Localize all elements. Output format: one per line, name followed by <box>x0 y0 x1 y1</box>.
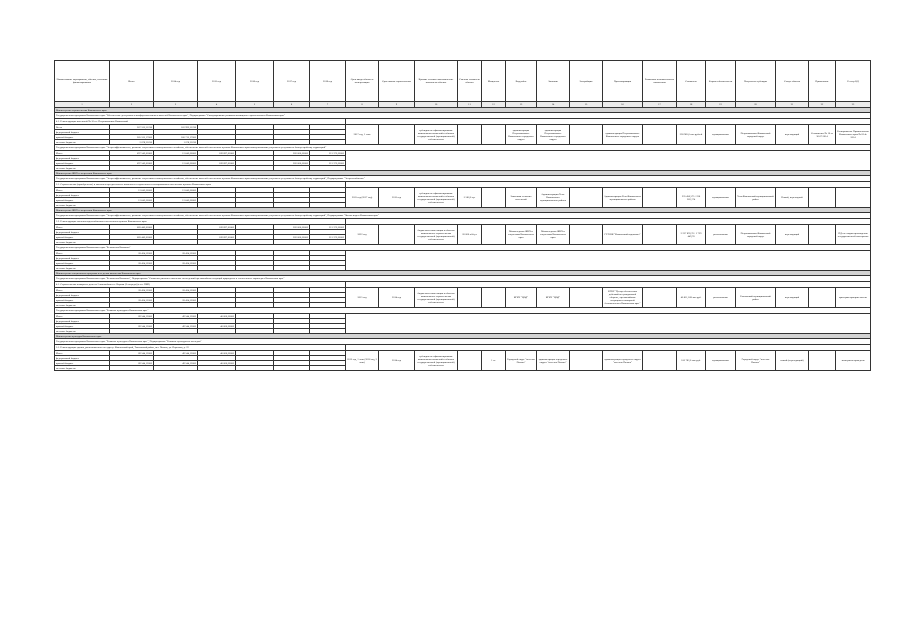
item-title: 5.1. Реконструкция здания, расположенного по адресу: Камчатский край, Тигильский район, пгт. Палана, ул. Поротова, д. 22 <box>55 345 346 351</box>
budget-amount-total: 265 535,17000 <box>110 135 154 140</box>
item-title: 3.2. Реконструкция системы водоснабжения в населенных пунктах Камчатского края <box>55 219 346 225</box>
column-number: 17 <box>643 102 677 108</box>
detail-work: администрация Петропавловск-Камчатского городского округа <box>506 125 537 145</box>
investment-program-table <box>54 60 871 371</box>
budget-amount-total: 89 544,13000 <box>110 361 154 366</box>
budget-source-label: Итого <box>55 188 110 193</box>
detail-note <box>809 288 836 308</box>
budget-amount-y2014: 28 424,52000 <box>154 251 198 256</box>
column-header: Получатель субсидии <box>736 61 776 102</box>
column-number: 3 <box>154 102 198 108</box>
program-title: Государственная программа Камчатского края "Развитие культуры в Камчатском крае", Подпрограмма "Развитие культурного наследия" <box>55 339 871 345</box>
column-number: 23 <box>836 102 871 108</box>
column-number: 11 <box>458 102 482 108</box>
detail-registry: критерии приоритетности <box>836 288 871 308</box>
item-title: 4.1. Реконструкция котельной № 10 в г. Петропавловск-Камчатский <box>55 119 346 125</box>
detail-deadline: 2015 год, 1 этап (2016 год, 2 этап) <box>346 351 379 371</box>
detail-work: КГКУ "ЦОД" <box>506 288 537 308</box>
detail-ownership: региональная <box>706 225 736 245</box>
budget-source-label: федеральный бюджет <box>55 230 110 235</box>
detail-designer: администрация Петропавловск-Камчатского городского округа <box>603 125 643 145</box>
detail-start: 2014 год <box>379 288 415 308</box>
column-header: Мощность <box>482 61 506 102</box>
detail-recipient: Елизовский муниципальный район <box>736 288 776 308</box>
budget-amount-total: 683 443,61660 <box>110 235 154 240</box>
column-header: Застройщик <box>570 61 603 102</box>
detail-start <box>379 125 415 145</box>
budget-source-label: федеральный бюджет <box>55 156 110 161</box>
detail-cost: 235 456,575 / 236 262,174 <box>677 188 706 208</box>
detail-registry: Распоряжение Правительства Камчатского края № 81-4-2014 <box>836 125 871 145</box>
detail-registry: ПД на стадии прохождения государственной экспертизы <box>836 225 871 245</box>
detail-recipient: Городской округ "поселок Палана" <box>736 351 776 371</box>
detail-approval <box>643 125 677 145</box>
budget-source-label: местные бюджеты <box>55 366 110 371</box>
column-number: 21 <box>776 102 809 108</box>
budget-source-label: местные бюджеты <box>55 329 110 334</box>
detail-indicators: субсидия на софинансирование капитальных вложений в объекты государственной (муниципальной) собственности <box>415 351 458 371</box>
detail-builder <box>570 125 603 145</box>
budget-source-label: местные бюджеты <box>55 240 110 245</box>
detail-work: Министерство ЖКХ и энергетики Камчатского края <box>506 225 537 245</box>
budget-amount-y2014: 49 544,13000 <box>154 314 198 319</box>
budget-amount-y2017: 282 000,00000 <box>274 225 310 230</box>
detail-capacity <box>482 225 506 245</box>
budget-amount-y2018 <box>310 366 346 371</box>
budget-amount-y2015 <box>198 366 236 371</box>
column-header: Примечание <box>809 61 836 102</box>
budget-source-label: Итого <box>55 225 110 230</box>
column-header: Вид работ <box>506 61 537 102</box>
detail-builder <box>570 351 603 371</box>
column-number: 7 <box>310 102 346 108</box>
budget-source-label: краевой бюджет <box>55 161 110 166</box>
detail-deadline: 2022 год <box>346 225 379 245</box>
detail-start: 2015 год <box>379 188 415 208</box>
detail-builder <box>570 188 603 208</box>
detail-capacity <box>482 125 506 145</box>
detail-indicators: бюджетные инвестиции в объекты капитального строительства государственной (муниципальной) собственности <box>415 225 458 245</box>
detail-estimate <box>458 288 482 308</box>
budget-amount-y2014: 12 643,00000 <box>154 161 198 166</box>
budget-source-label: краевой бюджет <box>55 298 110 303</box>
budget-amount-total: 683 443,61660 <box>110 225 154 230</box>
budget-source-label: федеральный бюджет <box>55 293 110 298</box>
budget-source-label: Итого <box>55 288 110 293</box>
budget-amount-total: 89 544,13000 <box>110 324 154 329</box>
program-title: Государственная программа Камчатского края "Безопасная Камчатка" <box>55 245 871 251</box>
budget-source-label: краевой бюджет <box>55 135 110 140</box>
budget-amount-y2014 <box>154 366 198 371</box>
program-title: Государственная программа Камчатского края "Энергоэффективность, развитие энергетики и коммунального хозяйства, обеспечение жителей населенных пунктов Камчатского края коммунальными услугами и услугами по благоустройству территорий", Подпрограмма "Чистая вода в Камчатском крае" <box>55 213 871 219</box>
detail-customer: администрация городского округа "поселок Палана" <box>537 351 570 371</box>
detail-start <box>379 225 415 245</box>
budget-amount-total: 28 424,52000 <box>110 298 154 303</box>
detail-approval <box>643 188 677 208</box>
detail-deadline: 2015 год <box>346 288 379 308</box>
budget-source-label: Итого <box>55 151 110 156</box>
item-title: 3.1. Строительство (приобретение) и монтаж ветро-дизельного комплекса в отдаленных и изолированных населенных пунктах Камчатского края <box>55 182 346 188</box>
budget-amount-y2014: 12 643,00000 <box>154 198 198 203</box>
detail-designer: КГКУ "Центр обеспечения действий по гражданской обороне, чрезвычайным ситуациям и пожарной безопасности в Камчатском крае" <box>603 288 643 308</box>
column-number: 12 <box>482 102 506 108</box>
program-title: Государственная программа Камчатского края "Развитие культуры в Камчатском крае" <box>55 308 871 314</box>
column-number: 22 <box>809 102 836 108</box>
detail-registry <box>836 188 871 208</box>
detail-capacity <box>482 288 506 308</box>
budget-source-label: краевой бюджет <box>55 324 110 329</box>
budget-amount-y2017 <box>274 366 310 371</box>
ministry-title: Министерство культуры Камчатского края <box>55 334 871 339</box>
detail-note <box>809 225 836 245</box>
detail-status: переходящий <box>776 225 809 245</box>
budget-amount-y2014: 160 715,17000 <box>154 135 198 140</box>
detail-cost: 2 227 893,70 / 1 739 449,78 <box>677 225 706 245</box>
detail-approval <box>643 225 677 245</box>
budget-amount-total: 89 544,13000 <box>110 314 154 319</box>
budget-amount-total: 12 643,00000 <box>110 188 154 193</box>
detail-builder <box>570 288 603 308</box>
budget-amount-y2018: 213 373,00000 <box>310 235 346 240</box>
budget-source-label: местные бюджеты <box>55 266 110 271</box>
budget-source-label: федеральный бюджет <box>55 356 110 361</box>
column-number: 18 <box>677 102 706 108</box>
budget-amount-y2015: 40 000,00000 <box>198 324 236 329</box>
detail-note <box>809 351 836 371</box>
column-number: 6 <box>274 102 310 108</box>
budget-amount-y2014: 162 993,51236 <box>154 125 198 130</box>
column-header: Наименование мероприятия, объекта, источник финансирования <box>55 61 110 102</box>
detail-ownership: муниципальная <box>706 351 736 371</box>
program-title: Государственная программа Камчатского края "Безопасная Камчатка", Подпрограмма "Снижение рисков и смягчение последствий чрезвычайных ситуаций природного и техногенного характера в Камчатском крае" <box>55 276 871 282</box>
budget-amount-y2014: 12 643,00000 <box>154 151 198 156</box>
detail-recipient: Петропавловск-Камчатский городской округ <box>736 125 776 145</box>
ministry-title: Министерство ЖКХ и энергетики Камчатского края <box>55 208 871 213</box>
detail-status: переходящий <box>776 125 809 145</box>
column-header: 2014 год <box>154 61 198 102</box>
column-header: Срок начала строительства <box>379 61 415 102</box>
budget-amount-y2015: 40 000,00000 <box>198 361 236 366</box>
budget-amount-y2015: 189 897,61660 <box>198 161 236 166</box>
column-header: Заказчик <box>537 61 570 102</box>
budget-amount-total: 697 543,61660 <box>110 151 154 156</box>
column-number: 13 <box>506 102 537 108</box>
budget-source-label: федеральный бюджет <box>55 193 110 198</box>
detail-approval <box>643 351 677 371</box>
column-number: 2 <box>110 102 154 108</box>
detail-deadline: 2015 год (2017 год) <box>346 188 379 208</box>
item-title: 4.1. Строительство пожарного депо на 2 автомобиля в с. Коряки (2 очередь) (в т.ч. ПИР) <box>55 282 346 288</box>
column-number: 9 <box>379 102 415 108</box>
budget-amount-y2017: 282 000,00000 <box>274 161 310 166</box>
budget-amount-y2017: 282 000,00000 <box>274 235 310 240</box>
budget-source-label: краевой бюджет <box>55 235 110 240</box>
detail-ownership: муниципальная <box>706 188 736 208</box>
column-number: 4 <box>198 102 236 108</box>
header-row <box>55 61 871 102</box>
budget-source-label: местные бюджеты <box>55 140 110 145</box>
budget-amount-total: 28 424,52000 <box>110 261 154 266</box>
budget-amount-y2014: 28 424,52000 <box>154 298 198 303</box>
budget-amount-total: 697 543,61660 <box>110 161 154 166</box>
budget-amount-total <box>110 366 154 371</box>
detail-designer: администрация городского округа "поселок Палана" <box>603 351 643 371</box>
detail-recipient: Петропавловск-Камчатский городской округ <box>736 225 776 245</box>
budget-source-label: федеральный бюджет <box>55 256 110 261</box>
budget-amount-total: 267 535,51236 <box>110 125 154 130</box>
detail-indicators: субсидия на софинансирование капитальных вложений в объекты государственной (муниципальной) собственности <box>415 188 458 208</box>
budget-amount-y2015: 40 000,00000 <box>198 314 236 319</box>
detail-registry: экспертиза проведена <box>836 351 871 371</box>
program-title: Государственная программа Камчатского края "Энергоэффективность, развитие энергетики и коммунального хозяйства, обеспечение жителей населенных пунктов Камчатского края коммунальными услугами и услугами по благоустройству территорий" <box>55 145 871 151</box>
budget-amount-y2014: 1 078,35236 <box>154 140 198 145</box>
budget-amount-y2015: 189 897,61660 <box>198 225 236 230</box>
budget-source-label: местные бюджеты <box>55 166 110 171</box>
budget-amount-y2015: 189 897,61660 <box>198 235 236 240</box>
detail-approval <box>643 288 677 308</box>
budget-amount-y2018: 213 373,00000 <box>310 151 346 156</box>
detail-ownership: региональная <box>706 288 736 308</box>
detail-work: Заказчики сельских поселений <box>506 188 537 208</box>
detail-designer: Администрации Усть-Камчатского муниципального района <box>603 188 643 208</box>
detail-ownership: муниципальная <box>706 125 736 145</box>
column-header: Форма собственности <box>706 61 736 102</box>
budget-source-label: Итого <box>55 351 110 356</box>
detail-customer: Администрации Усть-Камчатского муниципального района <box>537 188 570 208</box>
budget-amount-total: 2 078,35236 <box>110 140 154 145</box>
column-header: 2015 год <box>198 61 236 102</box>
detail-status: новый (переходящий) <box>776 351 809 371</box>
detail-capacity: 1 эт. <box>482 351 506 371</box>
budget-amount-y2014: 12 643,00000 <box>154 188 198 193</box>
budget-source-label: краевой бюджет <box>55 361 110 366</box>
detail-estimate: 20 000 м3/сут <box>458 225 482 245</box>
column-header: Сметная стоимость объекта <box>458 61 482 102</box>
budget-source-label: местные бюджеты <box>55 303 110 308</box>
detail-estimate <box>458 125 482 145</box>
budget-source-label: Всего <box>55 125 110 130</box>
column-number: 19 <box>706 102 736 108</box>
budget-amount-y2015: 189 897,61660 <box>198 151 236 156</box>
detail-indicators: бюджетные инвестиции в объекты капитального строительства государственной (муниципальной) собственности <box>415 288 458 308</box>
budget-amount-y2014: 28 424,52000 <box>154 288 198 293</box>
column-number: 20 <box>736 102 776 108</box>
budget-source-label: Итого <box>55 314 110 319</box>
ministry-title: Министерство ЖКХ и энергетики Камчатского края <box>55 171 871 176</box>
detail-note: Соглашение № 10 от 30.07.2014 <box>809 125 836 145</box>
budget-amount-y2017: 282 000,00000 <box>274 151 310 156</box>
budget-amount-y2014: 49 544,13000 <box>154 351 198 356</box>
detail-customer: Министерство ЖКХ и энергетики Камчатского края <box>537 225 570 245</box>
detail-work: Городской округ "поселок Палана" <box>506 351 537 371</box>
column-header: Проектировщик <box>603 61 643 102</box>
ministry-title: Министерство строительства Камчатского края <box>55 108 871 113</box>
column-header: 2018 год <box>310 61 346 102</box>
detail-status: переходящий <box>776 288 809 308</box>
column-number: 5 <box>236 102 274 108</box>
detail-capacity <box>482 188 506 208</box>
budget-source-label: федеральный бюджет <box>55 130 110 135</box>
detail-empty <box>346 251 871 271</box>
detail-estimate <box>458 351 482 371</box>
budget-amount-y2015: 40 000,00000 <box>198 351 236 356</box>
column-header: Итого <box>110 61 154 102</box>
detail-customer: КГКУ "ЦОД" <box>537 288 570 308</box>
column-number: 14 <box>537 102 570 108</box>
budget-amount-y2018: 213 373,00000 <box>310 225 346 230</box>
detail-note <box>809 188 836 208</box>
detail-cost: 40 611,168 тыс.руб. <box>677 288 706 308</box>
column-number: 16 <box>603 102 643 108</box>
column-header: 2016 год <box>236 61 274 102</box>
column-header: Срок ввода объекта в эксплуатацию <box>346 61 379 102</box>
ministry-title: Министерство специальных программ и по делам казачества Камчатского края <box>55 271 871 276</box>
column-number: 1 <box>55 102 110 108</box>
detail-builder <box>570 225 603 245</box>
budget-amount-total: 28 424,52000 <box>110 288 154 293</box>
detail-recipient: Усть-Камчатский муниципальный район <box>736 188 776 208</box>
detail-cost: 338 965,6 тыс.рублей <box>677 125 706 145</box>
detail-status: Новый, переходный <box>776 188 809 208</box>
column-header: Стоимость <box>677 61 706 102</box>
budget-source-label: краевой бюджет <box>55 198 110 203</box>
detail-cost: 100 783,0 тыс.руб. <box>677 351 706 371</box>
budget-amount-y2014: 49 544,13000 <box>154 361 198 366</box>
budget-amount-y2014: 49 544,13000 <box>154 324 198 329</box>
detail-empty <box>346 314 871 334</box>
column-header: Реестр ОД <box>836 61 871 102</box>
column-number: 8 <box>346 102 379 108</box>
column-header: Статус объекта <box>776 61 809 102</box>
column-header: 2017 год <box>274 61 310 102</box>
column-number: 15 <box>570 102 603 108</box>
detail-indicators: субсидия на софинансирование капитальных вложений в объекты государственной (муниципальной) собственности <box>415 125 458 145</box>
budget-source-label: местные бюджеты <box>55 203 110 208</box>
detail-start: 2014 год <box>379 351 415 371</box>
detail-customer: администрация Петропавловск-Камчатского городского округа <box>537 125 570 145</box>
budget-amount-total: 28 424,52000 <box>110 251 154 256</box>
detail-empty <box>346 151 871 171</box>
program-title: Государственная программа Камчатского края "Обеспечение доступным и комфортным жильем жителей Камчатского края", Подпрограмма "Стимулирование развития жилищного строительства в Камчатском крае" <box>55 113 871 119</box>
budget-amount-y2014: 28 424,52000 <box>154 261 198 266</box>
detail-estimate: 5 560,0 т.р. <box>458 188 482 208</box>
column-header: Реквизиты положительного заключения <box>643 61 677 102</box>
column-number: 10 <box>415 102 458 108</box>
budget-source-label: краевой бюджет <box>55 261 110 266</box>
budget-amount-y2018: 213 373,00000 <box>310 161 346 166</box>
budget-amount-total: 89 544,13000 <box>110 351 154 356</box>
program-title: Государственная программа Камчатского края "Энергоэффективность, развитие энергетики и коммунального хозяйства, обеспечение жителей населенных пунктов Камчатского края коммунальными услугами и услугами по благоустройству территорий", Подпрограмма "Энергоснабжение" <box>55 176 871 182</box>
budget-amount-total: 12 643,00000 <box>110 198 154 203</box>
budget-amount-y2016 <box>236 366 274 371</box>
column-header: Краткие технико-экономические показатели объекта <box>415 61 458 102</box>
budget-source-label: федеральный бюджет <box>55 319 110 324</box>
budget-source-label: Итого <box>55 251 110 256</box>
detail-deadline: 2017 год, 1 этап <box>346 125 379 145</box>
detail-designer: ГУП КК "Камчатский водоканал" <box>603 225 643 245</box>
